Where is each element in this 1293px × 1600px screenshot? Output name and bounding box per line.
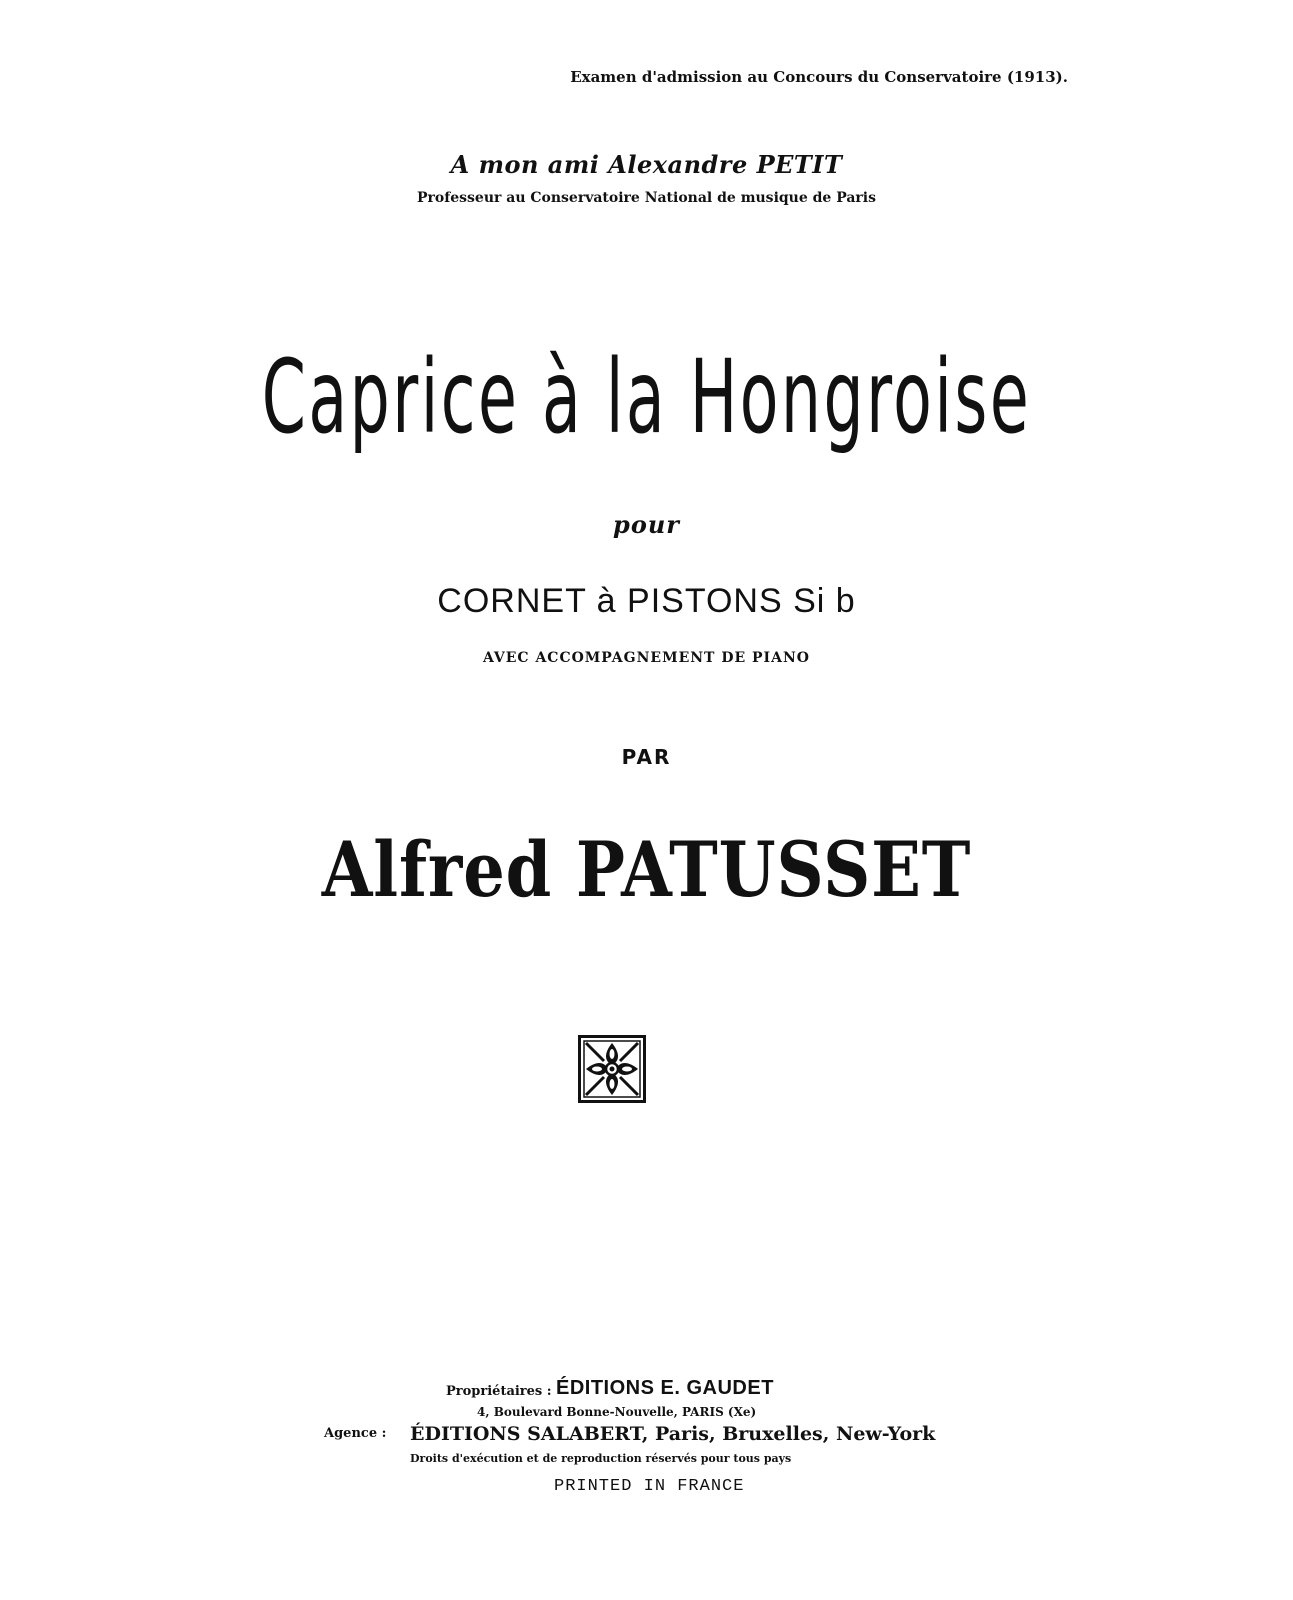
owner-label: Propriétaires : bbox=[446, 1384, 552, 1399]
exam-note: Examen d'admission au Concours du Conservatoire (1913). bbox=[570, 68, 1068, 86]
instrument-line: CORNET à PISTONS Si b bbox=[437, 582, 856, 620]
agency-label: Agence : bbox=[324, 1426, 387, 1441]
dedication-line: A mon ami Alexandre PETIT bbox=[450, 150, 843, 179]
owner-address: 4, Boulevard Bonne-Nouvelle, PARIS (Xe) bbox=[477, 1405, 757, 1419]
rights-notice: Droits d'exécution et de reproduction réservés pour tous pays bbox=[410, 1452, 792, 1465]
accompaniment-line: AVEC ACCOMPAGNEMENT DE PIANO bbox=[483, 650, 810, 666]
page-title: Caprice à la Hongroise bbox=[261, 338, 1032, 457]
par-label: PAR bbox=[621, 745, 672, 769]
floral-ornament-icon bbox=[578, 1035, 646, 1103]
agency-name: ÉDITIONS SALABERT, Paris, Bruxelles, New-York bbox=[410, 1423, 936, 1445]
dedication-subline: Professeur au Conservatoire National de musique de Paris bbox=[416, 190, 877, 206]
composer-name: Alfred PATUSSET bbox=[321, 825, 972, 914]
owner-name: ÉDITIONS E. GAUDET bbox=[556, 1377, 774, 1399]
printed-in-france: PRINTED IN FRANCE bbox=[554, 1477, 745, 1496]
subtitle-pour: pour bbox=[613, 510, 680, 539]
